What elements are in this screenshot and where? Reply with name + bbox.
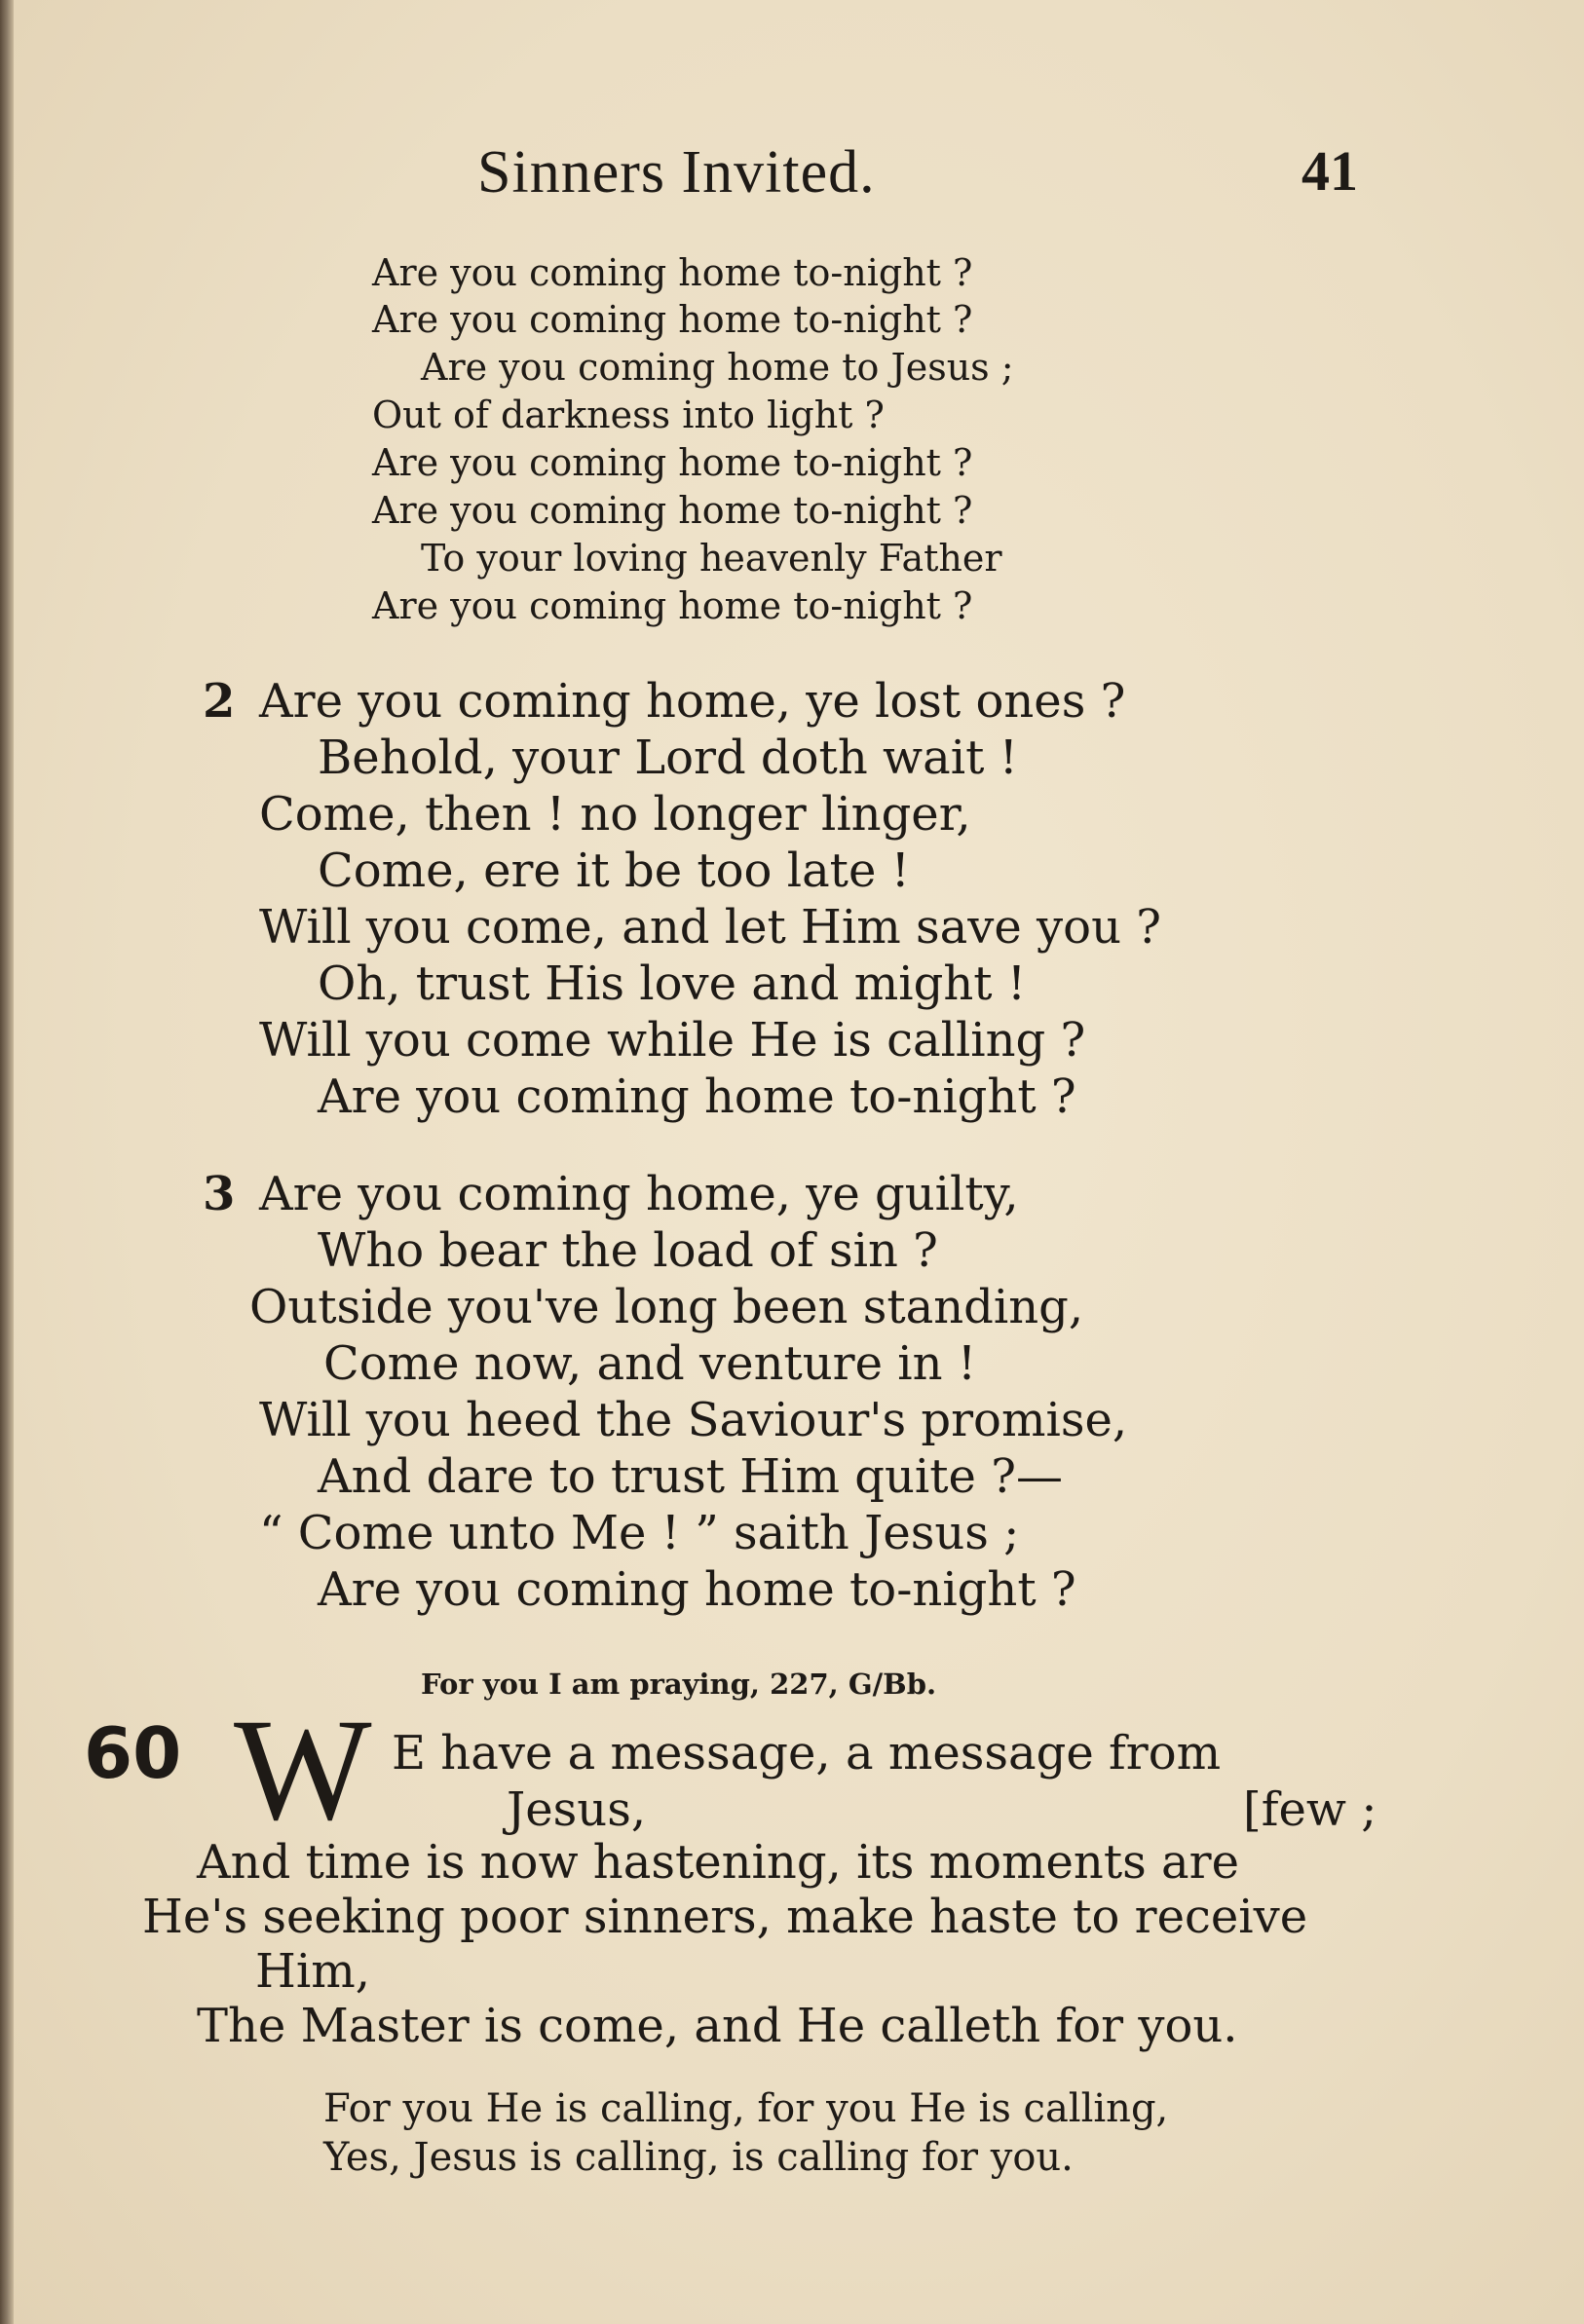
refrain-line: Out of darkness into light ? [372, 394, 885, 436]
verse-line: “ Come unto Me ! ” saith Jesus ; [259, 1506, 1020, 1560]
verse-line: Will you come while He is calling ? [259, 1013, 1086, 1068]
refrain-line: Are you coming home to Jesus ; [421, 346, 1014, 389]
verse-line: Who bear the load of sin ? [318, 1223, 938, 1278]
refrain-line: Are you coming home to-night ? [372, 251, 973, 294]
verse-line: Come, then ! no longer linger, [259, 787, 971, 842]
verse-line: Are you coming home, ye lost ones ? [259, 674, 1126, 729]
verse-line: Oh, trust His love and might ! [318, 956, 1027, 1011]
verse-line: Outside you've long been standing, [249, 1280, 1084, 1334]
verse-line: And dare to trust Him quite ?— [318, 1449, 1063, 1504]
drop-cap: W [234, 1689, 372, 1851]
book-binding-edge [0, 0, 14, 2324]
verse-line: Come, ere it be too late ! [318, 843, 910, 898]
verse-line: Will you heed the Saviour's promise, [259, 1393, 1128, 1447]
hymn-line: The Master is come, and He calleth for you. [197, 1999, 1238, 2053]
page-title: Sinners Invited. [477, 139, 876, 206]
chorus-line: Yes, Jesus is calling, is calling for you. [323, 2135, 1074, 2180]
verse-line: Are you coming home to-night ? [318, 1562, 1076, 1617]
verse-line: Come now, and venture in ! [323, 1336, 977, 1391]
refrain-line: Are you coming home to-night ? [372, 441, 973, 484]
hymn-line: Him, [255, 1944, 370, 1999]
verse-line: Are you coming home to-night ? [318, 1069, 1076, 1124]
hymn-line: E have a message, a message from [392, 1726, 1222, 1780]
verse-line: Behold, your Lord doth wait ! [318, 731, 1018, 785]
hymn-line: Jesus, [507, 1782, 647, 1837]
verse-line: Are you coming home, ye guilty, [259, 1167, 1019, 1221]
hymn-line: He's seeking poor sinners, make haste to receive [142, 1890, 1308, 1944]
refrain-line: Are you coming home to-night ? [372, 298, 973, 341]
hymn-line: [few ; [1243, 1782, 1377, 1837]
refrain-line: Are you coming home to-night ? [372, 489, 973, 532]
chorus-line: For you He is calling, for you He is calling, [323, 2086, 1169, 2131]
hymn-line: And time is now hastening, its moments are [197, 1835, 1239, 1890]
verse-number: 3 [203, 1167, 236, 1221]
page-number: 41 [1301, 139, 1358, 203]
verse-line: Will you come, and let Him save you ? [259, 900, 1161, 955]
verse-number: 2 [203, 674, 236, 729]
tune-reference: For you I am praying, 227, G/Bb. [421, 1668, 937, 1701]
refrain-line: To your loving heavenly Father [421, 537, 1002, 580]
hymn-number: 60 [84, 1712, 182, 1794]
refrain-line: Are you coming home to-night ? [372, 584, 973, 627]
